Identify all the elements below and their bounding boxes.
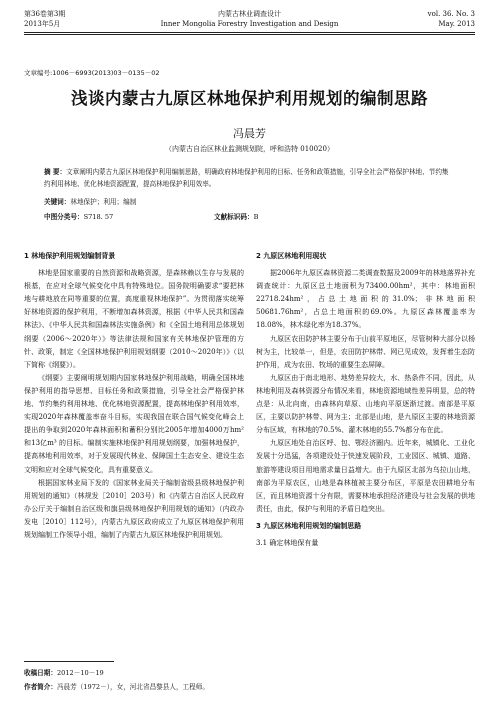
received-date: 2012－10－19: [56, 669, 104, 677]
issue-date-en: May. 2013: [438, 20, 475, 28]
author-affiliation: （内蒙古自治区林业监测规划院，呼和浩特 010020）: [165, 145, 334, 153]
keywords: [44, 196, 136, 206]
section-1-heading: 1 林地保护利用规划编制背景: [24, 252, 116, 260]
paragraph: 林地是国家重要的自然资源和战略资源，是森林赖以生存与发展的根基，在应对全球气候变化中具有特殊地位。国务院明确要求“要把林地与耕地放在同等重要的位置，高度重视林地保护”。为贯彻落实统筹好林地资源的保护利用，不断增加森林资源，根据《中华人民共和国森林法》、《中华人民共和国森林法实施条例》和《全国土地利用总体规划纲要（2006～2020年）》等法律法规和国家有关林地保护管理的方针、政策，制定《全国林地保护利用规划纲要（2010～2020年）》（以下简称《纲要》）。: [24, 269, 244, 369]
header-issue: [428, 9, 475, 29]
keywords-label: 关键词：: [44, 198, 71, 206]
author-info-label: 作者简介：: [24, 683, 57, 691]
paragraph: 据2006年九原区森林资源二类调查数据及2009年的林地落界补充调查统计：九原区总土地面积为73400.00hm²，其中：林地面积22718.24hm²，占总土地面积的31.0%；非林地面积50681.76hm²，占总土地面积的69.0%。九原区森林覆盖率为18.08%，林木绿化率为18.37%。: [256, 269, 475, 330]
left-column: [24, 248, 244, 651]
doc-code-label: 文献标识码：: [214, 213, 254, 221]
section-2-heading: 2 九原区林地利用现状: [256, 252, 327, 260]
keywords-text: 林地保护；利用；编制: [70, 198, 137, 206]
footnote-received: [24, 667, 104, 677]
paragraph: 根据国家林业局下发的《国家林业局关于编制省级县级林地保护利用规划的通知》（林规发［2010］203号）和《内蒙古自治区人民政府办公厅关于编制自治区级和旗县级林地保护利用规划的通知》（内政办发电［2010］112号），内蒙古九原区政府成立了九原区林地保护利用规划编制工作领导小组，编制了内蒙古九原区林地保护利用规划。: [24, 478, 244, 539]
journal-name-cn: 内蒙古林业调查设计: [218, 10, 281, 18]
subsection-3-1-heading: 3.1 确定林地保有量: [256, 538, 319, 547]
paragraph: 《纲要》主要阐明规划期内国家林地保护利用战略，明确全国林地保护利用的指导思想、目标任务和政策措施，引导全社会严格保护林地、节约集约利用林地、优化林地资源配置，提高林地保护利用效率，实现2020年森林覆盖率奋斗目标，实现我国在联合国气候变化峰会上提出的争取到2020年森林面积和蓄积分别比2005年增加4000万hm² 和13亿m³ 的目标。编制实施林地保护利用规划纲要，加强林地保护，提高林地利用效率，对于发展现代林业、保障国土生态安全、建设生态文明和应对全球气候变化，具有重要意义。: [24, 373, 244, 474]
header-rule-thin: [24, 34, 475, 35]
paper-author: 冯晨芳: [233, 127, 266, 140]
paragraph: 九原区由于南北地形、地势差异较大，水、热条件不同，因此，从林地利用及森林资源分布情况来看，林地资源地域性差异明显，总的特点是：从北向南，由森林向草原、山地向平原逐渐过渡。南部是平原区，主要以防护林带、网为主；北部是山地，是九原区主要的林地资源分布区域，有林地的70.5%、灌木林地的55.7%都分布在此。: [256, 373, 475, 435]
author-info: 冯晨芳（1972－），女，河北省昌黎县人，工程师。: [56, 683, 209, 691]
classification: [44, 211, 464, 221]
paragraph: 九原区地处自治区呼、包、鄂经济圈内。近年来，城镇化、工业化发展十分迅猛，各项建设处于快速发展阶段，工业园区、城镇、道路、旅游等建设项目用地需求量日益增大。由于九原区北部为乌拉山山地，南部为平原农区，山地是森林植被主要分布区，平原是农田耕地分布区，而且林地资源十分有限，需要林地承担经济建设与社会发展的供地责任，由此，保护与利用的矛盾日趋突出。: [256, 439, 475, 513]
paper-title: 浅谈内蒙古九原区林地保护利用规划的编制思路: [71, 89, 428, 108]
abstract-text: 文章阐明内蒙古九原区林地保护利用编制思路，明确政府林地保护利用的目标、任务和政策措施，引导全社会严格保护林地、节约集约利用林地、优化林地资源配置，提高林地保护利用效率。: [44, 168, 449, 188]
received-label: 收稿日期：: [24, 669, 57, 677]
right-column: [256, 248, 475, 698]
journal-name-en: Inner Mongolia Forestry Investigation and Design: [160, 20, 339, 28]
header-rule-thick: [24, 32, 475, 33]
header-date-line: 2013年5月: [24, 20, 61, 28]
issue-volume-en: vol. 36. No. 3: [427, 10, 475, 18]
header-journal: [24, 9, 475, 29]
footnote-author: [24, 681, 209, 691]
paragraph: 九原区农田防护林主要分布于山前平原地区，尽管树种大部分以杨树为主，比较单一，但是，农田防护林带、网已见成效，发挥着生态防护作用，成为农田、牧场的重要生态屏障。: [256, 334, 475, 369]
footnote-rule: [24, 661, 114, 662]
abstract-label: 摘 要：: [44, 168, 67, 176]
header-volume-line: 第36卷第3期: [24, 10, 66, 18]
article-number: 文章编号:1006－6993(2013)03－0135－02: [24, 69, 160, 77]
clc-code: S718. 57: [83, 213, 114, 221]
doc-code: B: [253, 213, 259, 221]
clc-label: 中图分类号：: [44, 213, 84, 221]
section-3-heading: 3 九原区林地利用规划的编制思路: [256, 521, 362, 530]
abstract: [44, 166, 455, 190]
